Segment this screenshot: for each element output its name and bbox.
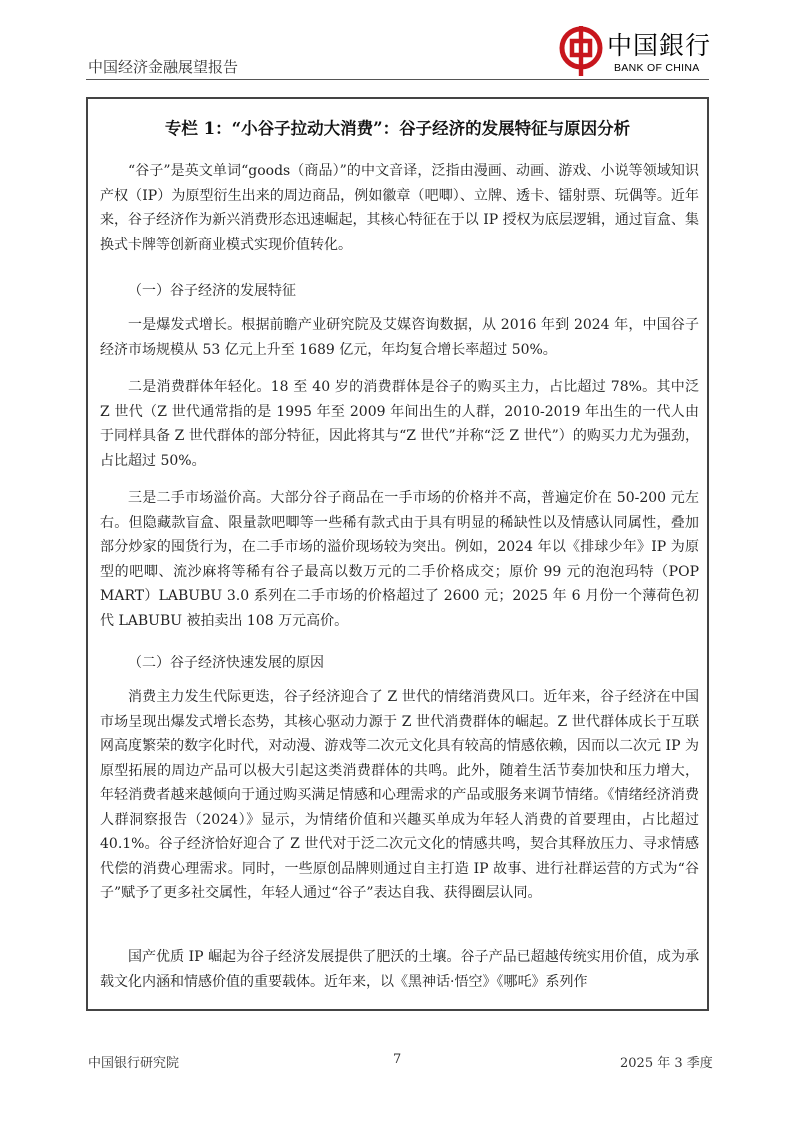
- paragraph-secondary-market: 三是二手市场溢价高。大部分谷子商品在一手市场的价格并不高，普遍定价在 50-200 元左右。但隐藏款盲盒、限量款吧唧等一些稀有款式由于具有明显的稀缺性以及情感认同属性，叠加部分炒家的囤货行为，在二手市场的溢价现场较为突出。例如，2024 年以《排球少年》IP 为原型的吧唧、流沙麻将等稀有谷子最高以数万元的二手价格成交；原价 99 元的泡泡玛特（POP MART）LABUBU 3.0 系列在二手市场的价格超过了 2600 元；2025 年 6 月份一个薄荷色初代 LABUBU 被拍卖出 108 万元高价。: [100, 490, 699, 629]
- paragraph-gen-z: 消费主力发生代际更迭，谷子经济迎合了 Z 世代的情绪消费风口。近年来，谷子经济在中国市场呈现出爆发式增长态势，其核心驱动力源于 Z 世代消费群体的崛起。Z 世代群体成长于互联网高度繁荣的数字化时代，对动漫、游戏等二次元文化具有较高的情感依赖，因而以二次元 IP 为原型拓展的周边产品可以极大引起这类消费群体的共鸣。此外，随着生活节奏加快和压力增大，年轻消费者越来越倾向于通过购买满足情感和心理需求的产品或服务来调节情绪。《情绪经济消费人群洞察报告（2024）》显示，为情绪价值和兴趣买单成为年轻人消费的首要理由，占比超过 40.1%。谷子经济恰好迎合了 Z 世代对于泛二次元文化的情感共鸣，契合其释放压力、寻求情感代偿的消费心理需求。同时，一些原创品牌则通过自主打造 IP 故事、进行社群运营的方式为“谷子”赋予了更多社交属性，年轻人通过“谷子”表达自我、获得圈层认同。: [100, 689, 699, 901]
- section-heading-features: （一）谷子经济的发展特征: [128, 283, 296, 299]
- column-box: [86, 97, 709, 1011]
- report-title: 中国经济金融展望报告: [88, 58, 239, 76]
- bank-logo: [559, 26, 719, 82]
- footer-institute: 中国银行研究院: [88, 1056, 180, 1071]
- logo-english-name: BANK OF CHINA: [614, 62, 700, 74]
- column-title: 专栏 1：“小谷子拉动大消费”：谷子经济的发展特征与原因分析: [164, 119, 631, 138]
- logo-chinese-name: 中国銀行: [607, 31, 712, 60]
- intro-paragraph: “谷子”是英文单词“goods（商品）”的中文音译，泛指由漫画、动画、游戏、小说等领域知识产权（IP）为原型衍生出来的周边商品，例如徽章（吧唧）、立牌、透卡、镭射票、玩偶等。近年来，谷子经济作为新兴消费形态迅速崛起，其核心特征在于以 IP 授权为底层逻辑，通过盲盒、集换式卡牌等创新商业模式实现价值转化。: [100, 163, 699, 253]
- footer-quarter: 2025 年 3 季度: [620, 1056, 713, 1071]
- paragraph-domestic-ip: 国产优质 IP 崛起为谷子经济发展提供了肥沃的土壤。谷子产品已超越传统实用价值，成为承载文化内涵和情感价值的重要载体。近年来，以《黑神话·悟空》《哪吒》系列作: [100, 949, 699, 990]
- header-divider: [86, 79, 709, 80]
- page-number: 7: [393, 1052, 402, 1067]
- section-heading-reasons: （二）谷子经济快速发展的原因: [128, 655, 324, 671]
- paragraph-growth: 一是爆发式增长。根据前瞻产业研究院及艾媒咨询数据，从 2016 年到 2024 年，中国谷子经济市场规模从 53 亿元上升至 1689 亿元，年均复合增长率超过 50%。: [100, 317, 699, 358]
- paragraph-young-consumers: 二是消费群体年轻化。18 至 40 岁的消费群体是谷子的购买主力，占比超过 78%。其中泛 Z 世代（Z 世代通常指的是 1995 年至 2009 年间出生的人群，2010-2019 年出生的一代人由于同样具备 Z 世代群体的部分特征，因此将其与“Z 世代”并称“泛 Z 世代”）的购买力尤为强劲，占比超过 50%。: [100, 379, 699, 469]
- bank-of-china-logo-icon: [559, 26, 603, 76]
